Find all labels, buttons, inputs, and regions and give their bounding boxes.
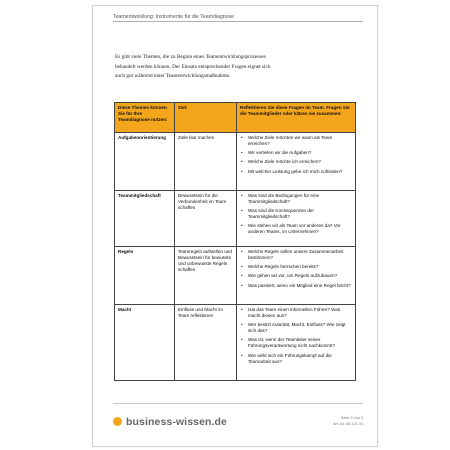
intro-line: auch gut während einer Teamentwicklungsmaßnahme. <box>115 73 231 79</box>
row-topic: Regeln <box>115 247 175 305</box>
question-item: • Hat das Team einen informellen Führer? Was macht diesen aus? <box>240 307 352 319</box>
intro-line: behandelt werden können. Der Einsatz entsprechender Fragen eignet sich <box>115 63 271 70</box>
row-goal: Teamregeln aufstellen und Bewusstsein für bewusste und unbewusste Regeln schaffen <box>175 247 237 305</box>
row-goal: Einfluss und Macht im Team reflektieren <box>175 305 237 381</box>
question-item: • Wir verteilen wir die Aufgaben? <box>240 150 352 156</box>
brand-dot-icon <box>113 417 122 426</box>
header-goal: Ziel: <box>175 103 237 133</box>
brand-logo-text: business-wissen.de <box>126 416 228 428</box>
question-item: • Mit welcher Leistung gebe ich mich zufrieden? <box>240 169 352 175</box>
header-divider <box>113 21 363 22</box>
row-questions <box>237 305 356 381</box>
header-topics: Diese Themen können Sie für Ihre Teamdiagnose nutzen: <box>115 103 175 133</box>
question-item: • Was passiert, wenn ein Mitglied eine Regel bricht? <box>240 283 352 289</box>
question-item: • Welche Ziele möchte ich erreichen? <box>240 159 352 165</box>
table-row <box>115 133 356 191</box>
footer-divider <box>113 403 363 404</box>
row-questions <box>237 133 356 191</box>
intro-line: Es gibt viele Themen, die zu Beginn eines Teamentwicklungsprozesses <box>115 54 266 60</box>
question-item: • Welche Regeln herrschen bereits? <box>240 264 352 270</box>
table-row <box>115 305 356 381</box>
intro-paragraph <box>115 53 355 82</box>
row-topic: Macht <box>115 305 175 381</box>
diagnosis-table <box>114 102 356 381</box>
row-topic: Teammitgliedschaft <box>115 191 175 247</box>
row-goal: Bewusstsein für die Verbundenheit im Team schaffen <box>175 191 237 247</box>
question-item: • Wie wirkt sich ein Führungskampf auf die Teamarbeit aus? <box>240 353 352 365</box>
question-item: • Welche Ziele möchten wir wann als Team erreichen? <box>240 135 352 147</box>
question-item: • Wie stehen wir als Team vor anderen da? Vor anderen Teams, im Unternehmen? <box>240 223 352 235</box>
table-row <box>115 191 356 247</box>
question-item: • Was ist, wenn der Teamleiter seiner Führungsverantwortung nicht nachkommt? <box>240 337 352 349</box>
article-number: Art.-Nr. 08.121.04 <box>333 422 363 426</box>
header-questions: Reflektieren Sie diese Fragen im Team. Fragen Sie die Teammitglieder oder klären sie zusammen: <box>237 103 356 133</box>
row-questions <box>237 191 356 247</box>
question-item: • Wer besitzt Autorität, Macht, Einfluss? Wie zeigt sich das? <box>240 322 352 334</box>
document-page <box>92 5 378 447</box>
question-item: • Was sind die Konsequenzen der Teammitgliedschaft? <box>240 208 352 220</box>
row-topic: Aufgabenorientierung <box>115 133 175 191</box>
page-header-title: Teamentwicklung: Instrumente für die Teamdiagnose <box>113 14 235 20</box>
page-number: Seite 3 von 5 <box>340 416 363 420</box>
question-item: • Was sind die Bedingungen für eine Teammitgliedschaft? <box>240 193 352 205</box>
table-row <box>115 247 356 305</box>
row-goal: Ziele klar machen <box>175 133 237 191</box>
table-header-row <box>115 103 356 133</box>
page-info <box>333 415 363 427</box>
question-item: • Welche Regeln sollen unsere Zusammenarbeit bestimmen? <box>240 249 352 261</box>
row-questions <box>237 247 356 305</box>
question-item: • Wie gehen wir vor, um Regeln aufzubauen? <box>240 273 352 279</box>
